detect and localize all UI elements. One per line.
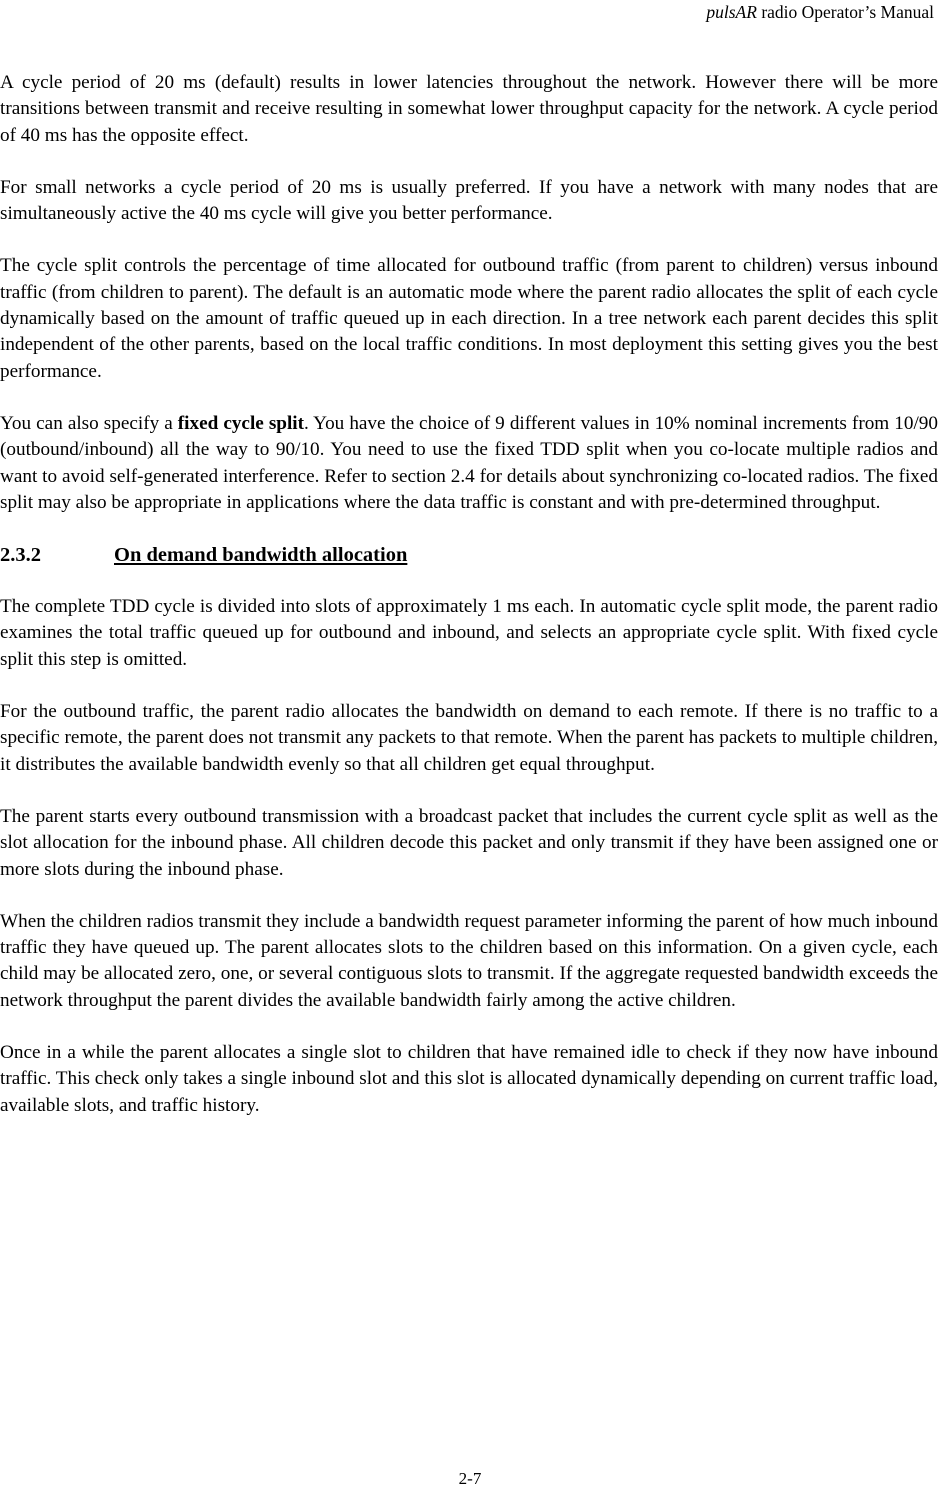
paragraph-outbound-traffic: For the outbound traffic, the parent radio allocates the bandwidth on demand to each remote. If there is no traffic to a specific remote, the parent does not transmit any packets to that remote. When the parent has packets to multiple children, it distributes the available bandwidth evenly so that all children get equal throughput. — [0, 701, 938, 775]
paragraph-fixed-cycle-split — [0, 411, 938, 516]
fixed-split-text-before: You can also specify a — [0, 412, 178, 434]
fixed-split-bold-term: fixed cycle split — [177, 412, 305, 434]
paragraph-cycle-split: The cycle split controls the percentage of time allocated for outbound traffic (from parent to children) versus inbound traffic (from children to parent). The default is an automatic mode where the parent radio allocates the split of each cycle dynamically based on the amount of traffic queued up in each direction. In a tree network each parent decides this split independent of the other parents, based on the local traffic conditions. In most deployment this setting gives you the best performance. — [0, 255, 938, 382]
page-number: 2-7 — [458, 1469, 482, 1488]
section-heading — [0, 542, 938, 568]
paragraph-cycle-period: A cycle period of 20 ms (default) results in lower latencies throughout the network. However there will be more transitions between transmit and receive resulting in somewhat lower throughput capacity for the network. A cycle period of 40 ms has the opposite effect. — [0, 72, 938, 146]
page-body — [0, 70, 938, 1145]
section-title: On demand bandwidth allocation — [114, 544, 408, 567]
paragraph-bandwidth-request: When the children radios transmit they include a bandwidth request parameter informing the parent of how much inbound traffic they have queued up. The parent allocates slots to the children based on this information. On a given cycle, each child may be allocated zero, one, or several contiguous slots to transmit. If the aggregate requested bandwidth exceeds the network throughput the parent divides the available bandwidth fairly among the active children. — [0, 910, 938, 1011]
header-manual-title: radio Operator’s Manual — [756, 2, 934, 22]
running-header — [706, 0, 934, 24]
paragraph-idle-check: Once in a while the parent allocates a single slot to children that have remained idle to check if they now have inbound traffic. This check only takes a single inbound slot and this slot is allocated dynamically depending on current traffic load, available slots, and traffic history. — [0, 1042, 938, 1116]
fixed-split-text-after: . You have the choice of 9 different values in 10% nominal increments from 10/90 (outbound/inbound) all the way to 90/10. You need to use the fixed TDD split when you co-locate multiple radios and want to avoid self-generated interference. Refer to section 2.4 for details about synchronizing co-located radios. The fixed split may also be appropriate in applications where the data traffic is constant and with pre-determined throughput. — [0, 412, 938, 513]
paragraph-tdd-slots: The complete TDD cycle is divided into slots of approximately 1 ms each. In automatic cycle split mode, the parent radio examines the total traffic queued up for outbound and inbound, and selects an appropriate cycle split. With fixed cycle split this step is omitted. — [0, 596, 938, 670]
section-number: 2.3.2 — [0, 544, 41, 567]
paragraph-broadcast-packet: The parent starts every outbound transmission with a broadcast packet that includes the current cycle split as well as the slot allocation for the inbound phase. All children decode this packet and only transmit if they have been assigned one or more slots during the inbound phase. — [0, 805, 938, 880]
paragraph-small-networks: For small networks a cycle period of 20 ms is usually preferred. If you have a network with many nodes that are simultaneously active the 40 ms cycle will give you better performance. — [0, 176, 938, 225]
header-product-name: pulsAR — [706, 2, 757, 22]
